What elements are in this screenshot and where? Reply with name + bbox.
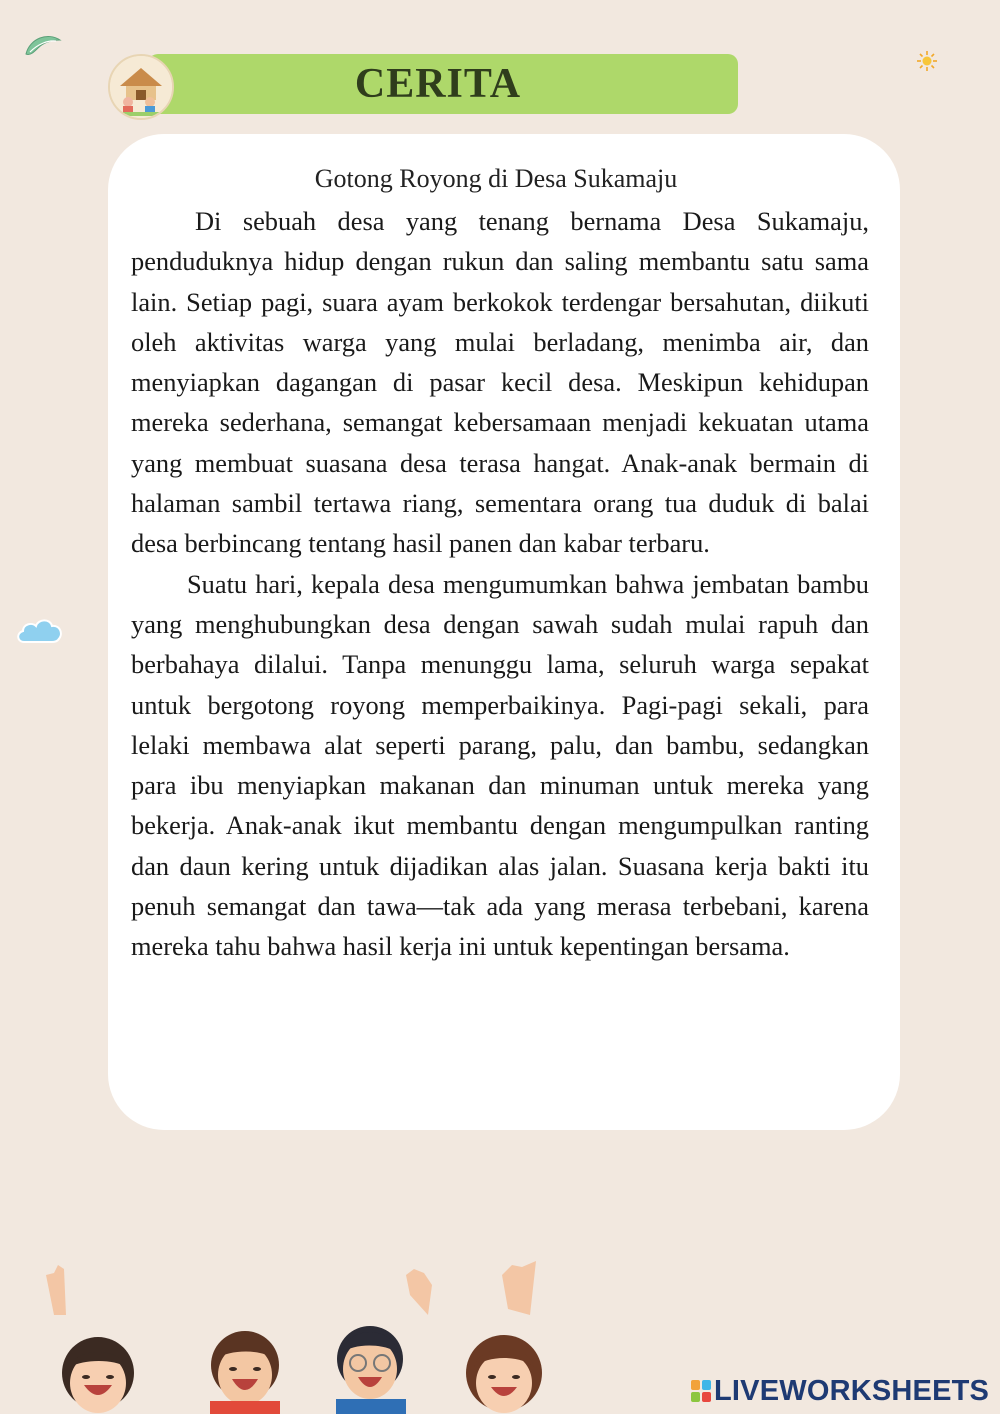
- story-paragraph-2: Suatu hari, kepala desa mengumumkan bahwa jembatan bambu yang menghubungkan desa dengan sawah sudah mulai rapuh dan berbahaya dilalui. Tanpa menunggu lama, seluruh warga sepakat untuk bergotong royong memperbaikinya. Pagi-pagi sekali, para lelaki membawa alat seperti parang, palu, dan bambu, sedangkan para ibu menyiapkan makanan dan minuman untuk mereka yang bekerja. Anak-anak ikut membantu dengan mengumpulkan ranting dan daun kering untuk dijadikan alas jalan. Suasana kerja bakti itu penuh semangat dan tawa—tak ada yang merasa terbebani, karena mereka tahu bahwa hasil kerja ini untuk kepentingan bersama.: [131, 568, 869, 962]
- title-banner: [148, 54, 738, 114]
- cloud-icon: [14, 614, 66, 648]
- story-paragraph-1: Di sebuah desa yang tenang bernama Desa Sukamaju, penduduknya hidup dengan rukun dan saling membantu satu sama lain. Setiap pagi, suara ayam berkokok terdengar bersahutan, diikuti oleh aktivitas warga yang mulai berladang, menimba air, dan menyiapkan dagangan di pasar kecil desa. Meskipun kehidupan mereka sederhana, semangat kebersamaan menjadi kekuatan utama yang membuat suasana desa terasa hangat. Anak-anak bermain di halaman sambil tertawa riang, sementara orang tua duduk di balai desa berbincang tentang hasil panen dan kabar terbaru.: [131, 206, 869, 559]
- leaf-icon: [22, 30, 64, 60]
- cheering-kids-illustration: [40, 1255, 560, 1414]
- brand-text: LIVEWORKSHEETS: [714, 1374, 990, 1407]
- liveworksheets-brand: [690, 1373, 989, 1409]
- story-body: [131, 201, 869, 967]
- liveworksheets-logo-icon: [690, 1378, 712, 1404]
- story-title: Gotong Royong di Desa Sukamaju: [314, 164, 678, 193]
- page-title: CERITA: [354, 61, 522, 107]
- village-scene-icon: [108, 54, 174, 120]
- sun-icon: [916, 50, 938, 72]
